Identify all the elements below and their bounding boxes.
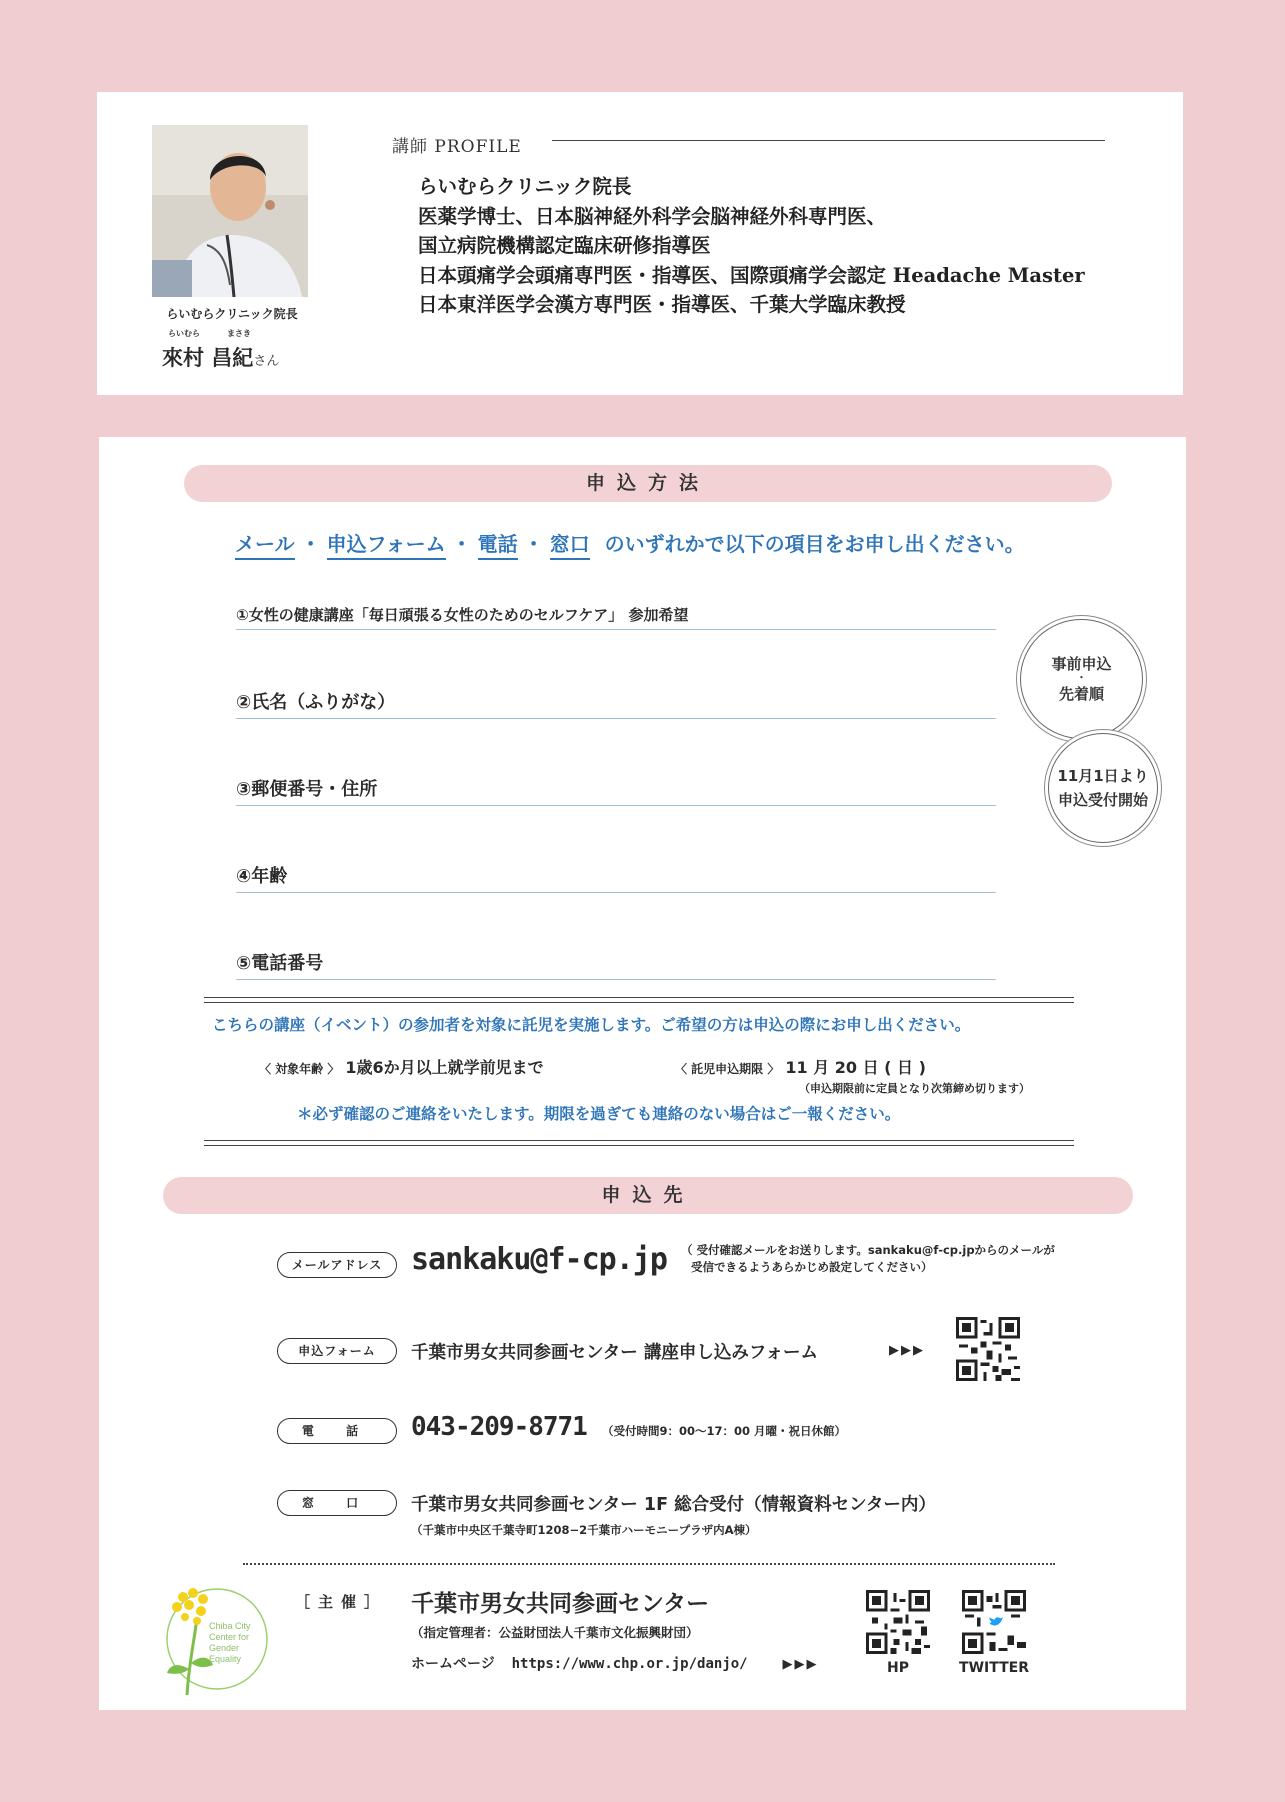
hp-qr-label: HP [887, 1660, 909, 1676]
application-panel [99, 437, 1186, 1710]
childcare-deadline-value: 11 月 20 日 ( 日 ) [785, 1058, 926, 1077]
childcare-notice: こちらの講座（イベント）の参加者を対象に託児を実施します。ご希望の方は申込の際にお申し出ください。 [212, 1016, 971, 1034]
logo-text-line: Gender [209, 1643, 240, 1653]
childcare-deadline [675, 1055, 926, 1078]
email-note [681, 1242, 1055, 1276]
profile-line: 日本頭痛学会頭痛専門医・指導医、国際頭痛学会認定 Headache Master [418, 263, 1085, 287]
badge-line: 事前申込 [1051, 655, 1112, 673]
childcare-age-value: 1歳6か月以上就学前児まで [345, 1058, 544, 1077]
childcare-warning: ＊必ず確認のご連絡をいたします。期限を過ぎても連絡のない場合はご一報ください。 [297, 1105, 901, 1123]
tag-window: 窓 口 [277, 1490, 397, 1516]
photo-caption-title: らいむらクリニック院長 [166, 307, 298, 321]
profile-line: 国立病院機構認定臨床研修指導医 [418, 234, 711, 257]
separator: ・ [300, 532, 321, 556]
window-location: 千葉市男女共同参画センター 1F 総合受付（情報資料センター内） [411, 1495, 936, 1515]
separator: ・ [451, 532, 472, 556]
badge-line: ・ [1076, 673, 1087, 684]
logo-text-line: Equality [209, 1654, 242, 1664]
field-item-1: ①女性の健康講座「毎日頑張る女性のためのセルフケア」 参加希望 [236, 604, 996, 630]
email-note-line: （ 受付確認メールをお送りします。sankaku@f-cp.jpからのメールが [681, 1243, 1055, 1257]
ruby-family: らいむら [168, 329, 200, 338]
logo-text-line: Chiba City [209, 1621, 251, 1631]
field-item-2: ②氏名（ふりがな） [236, 688, 996, 719]
method-window: 窓口 [550, 532, 590, 560]
chiba-center-logo [157, 1577, 272, 1695]
phone-number[interactable]: 043-209-8771 [411, 1412, 587, 1442]
profile-line: 日本東洋医学会漢方専門医・指導医、千葉大学臨床教授 [418, 293, 906, 316]
homepage-label: ホームページ [411, 1656, 495, 1672]
logo-text-line: Center for [209, 1632, 250, 1642]
profile-heading: 講師 PROFILE [392, 137, 522, 157]
organizer-label: ［主催］ [295, 1593, 388, 1611]
separator: ・ [523, 532, 544, 556]
field-item-4: ④年齢 [236, 862, 996, 893]
field-item-3: ③郵便番号・住所 [236, 775, 996, 806]
hp-qr-code[interactable] [866, 1590, 930, 1654]
childcare-deadline-note: （申込期限前に定員となり次第締め切ります） [799, 1082, 1030, 1095]
childcare-top-rule [204, 997, 1074, 1003]
childcare-age-label: 〈 対象年齢 〉 [259, 1062, 340, 1076]
childcare-bottom-rule [204, 1140, 1074, 1146]
homepage-arrows: ▶▶▶ [782, 1657, 819, 1672]
field-item-5: ⑤電話番号 [236, 949, 996, 980]
badge-start-date [1048, 733, 1158, 843]
lecturer-name-text: 來村 昌紀 [162, 345, 254, 370]
window-address: （千葉市中央区千葉寺町1208−2千葉市ハーモニープラザ内A棟） [411, 1523, 757, 1537]
profile-lines [418, 172, 1085, 320]
badge-line: 先着順 [1058, 685, 1104, 703]
organizer-manager: （指定管理者：公益財団法人千葉市文化振興財団） [411, 1625, 699, 1640]
footer-divider [243, 1563, 1055, 1565]
section-heading-method: 申込方法 [184, 465, 1112, 502]
badge-line: 11月1日より [1057, 767, 1149, 785]
tag-phone: 電 話 [277, 1418, 397, 1444]
profile-line: 医薬学博士、日本脳神経外科学会脳神経外科専門医、 [418, 204, 887, 228]
twitter-qr-code[interactable] [962, 1590, 1026, 1654]
twitter-qr-label: TWITTER [959, 1660, 1029, 1676]
ruby-given: まさき [227, 329, 251, 338]
method-form: 申込フォーム [327, 532, 446, 560]
section-heading-destination: 申込先 [163, 1177, 1133, 1214]
form-arrows: ▶▶▶ [889, 1343, 925, 1358]
profile-line: らいむらクリニック院長 [418, 175, 632, 198]
phone-hours: （受付時間9：00〜17：00 月曜・祝日休館） [602, 1424, 847, 1438]
homepage-row [411, 1653, 819, 1673]
organizer-name: 千葉市男女共同参画センター [411, 1591, 710, 1617]
method-phone: 電話 [478, 532, 518, 560]
tag-form: 申込フォーム [277, 1338, 397, 1364]
method-email: メール [235, 532, 295, 560]
lecturer-name [162, 342, 279, 372]
homepage-url[interactable]: https://www.chp.or.jp/danjo/ [511, 1656, 748, 1672]
badge-line: 申込受付開始 [1057, 791, 1148, 809]
methods-suffix: のいずれかで以下の項目をお申し出ください。 [604, 532, 1025, 556]
email-address[interactable]: sankaku@f-cp.jp [411, 1242, 667, 1277]
profile-divider [552, 140, 1105, 141]
methods-line [235, 528, 1025, 557]
form-qr-code[interactable] [956, 1317, 1020, 1381]
childcare-deadline-label: 〈 託児申込期限 〉 [675, 1062, 780, 1076]
honorific: さん [253, 354, 280, 369]
lecturer-photo [152, 125, 308, 297]
profile-panel [97, 92, 1183, 395]
tag-email: メールアドレス [277, 1252, 397, 1278]
badge-advance-first-come [1020, 619, 1143, 739]
childcare-age [259, 1055, 544, 1078]
form-link[interactable]: 千葉市男女共同参画センター 講座申し込みフォーム [411, 1343, 819, 1363]
email-note-line: 受信できるようあらかじめ設定してください） [691, 1260, 933, 1274]
